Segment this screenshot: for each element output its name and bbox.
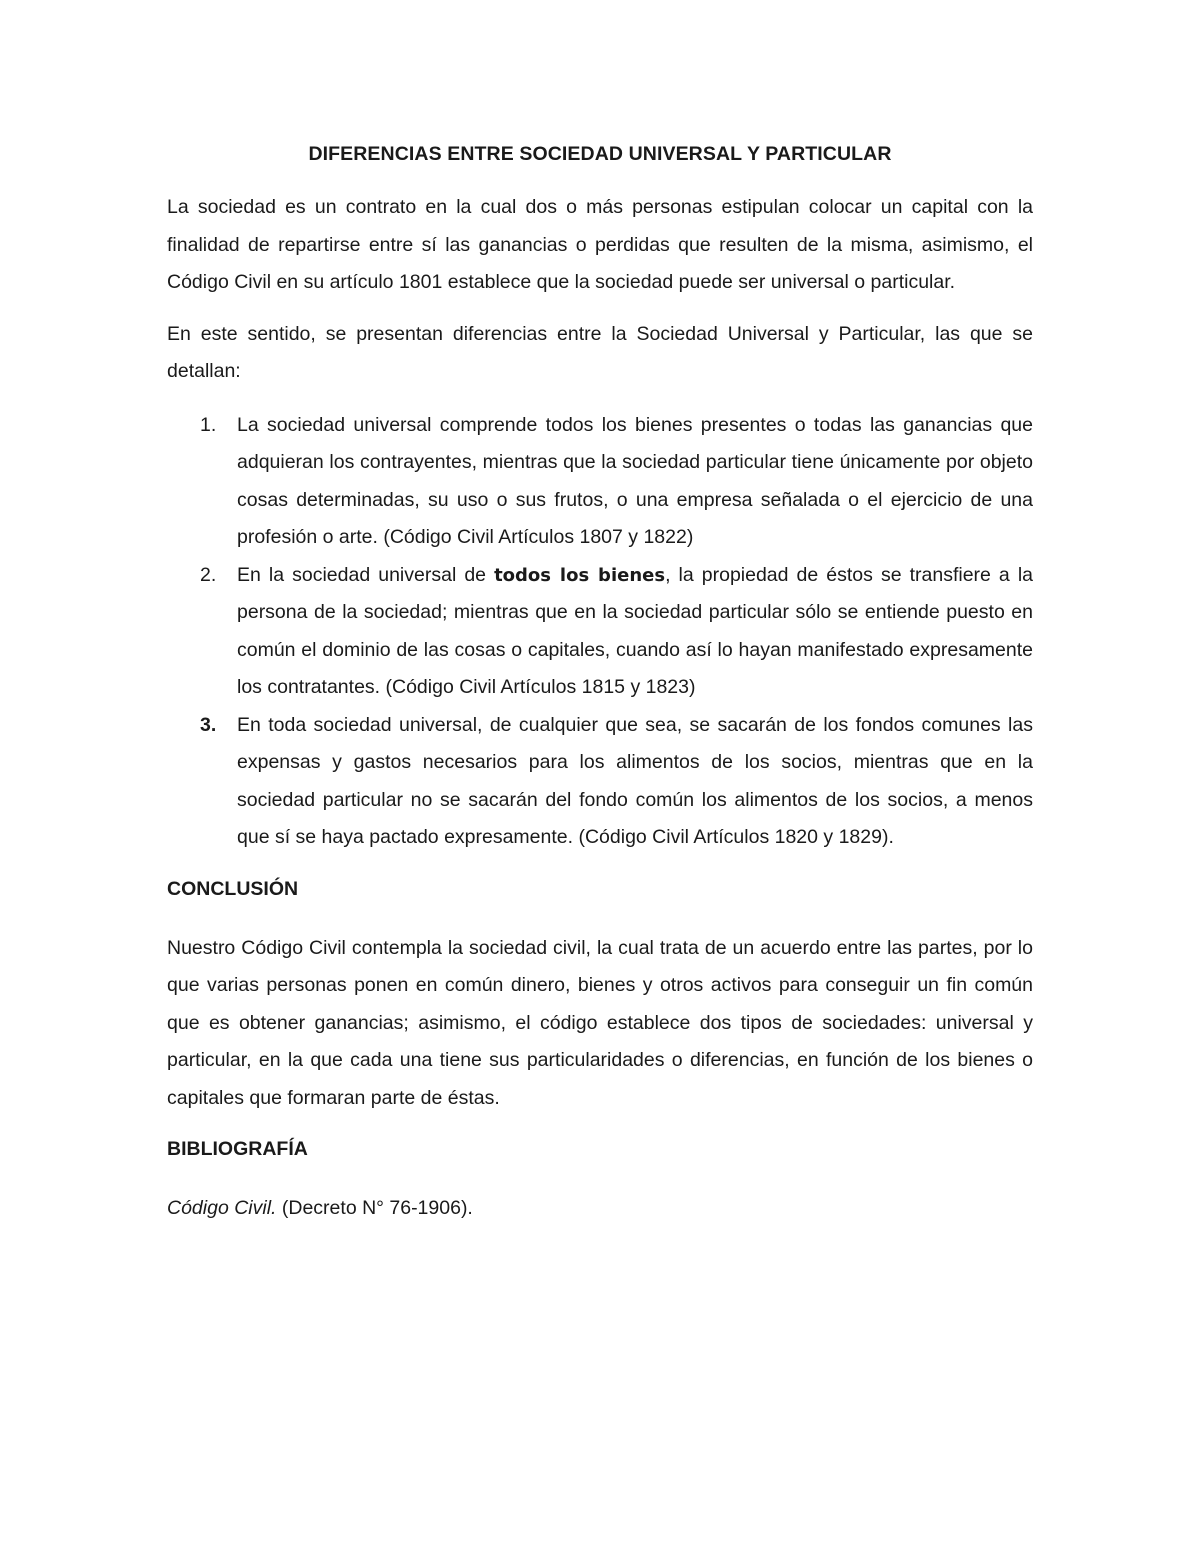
list-item-text-after: , la propiedad de éstos se transfiere a la persona de la sociedad; mientras que en la sociedad particular sólo se entiende puesto en común el dominio de las cosas o capitales, cuando así lo hayan manifestado expresamente los contratantes. (Código Civil Artículos 1815 y 1823) xyxy=(237,563,1033,698)
bibliography-source-detail: (Decreto N° 76-1906). xyxy=(276,1197,473,1219)
list-item-text: La sociedad universal comprende todos los bienes presentes o todas las ganancias que adquieran los contrayentes, mientras que la sociedad particular tiene únicamente por objeto cosas determinadas, su uso o sus frutos, o una empresa señalada o el ejercicio de una profesión o arte. (Código Civil Artículos 1807 y 1822) xyxy=(237,413,1033,548)
conclusion-paragraph: Nuestro Código Civil contempla la sociedad civil, la cual trata de un acuerdo entre las partes, por lo que varias personas ponen en común dinero, bienes y otros activos para conseguir un fin común que es obtener ganancias; asimismo, el código establece dos tipos de sociedades: universal y particular, en la que cada una tiene sus particularidades o diferencias, en función de los bienes o capitales que formaran parte de éstas. xyxy=(167,936,1033,1109)
bibliography-heading: BIBLIOGRAFÍA xyxy=(167,1138,308,1160)
list-item xyxy=(167,557,1033,707)
document-body xyxy=(167,140,1033,1228)
bibliography-entry xyxy=(167,1190,1033,1228)
document-title: DIFERENCIAS ENTRE SOCIEDAD UNIVERSAL Y PARTICULAR xyxy=(308,143,892,165)
differences-list xyxy=(167,407,1033,857)
list-item-number: 2. xyxy=(200,563,217,586)
list-item-text: En toda sociedad universal, de cualquier que sea, se sacarán de los fondos comunes las expensas y gastos necesarios para los alimentos de los socios, mientras que en la sociedad particular no se sacarán del fondo común los alimentos de los socios, a menos que sí se haya pactado expresamente. (Código Civil Artículos 1820 y 1829). xyxy=(237,713,1033,848)
bibliography-source-title: Código Civil. xyxy=(167,1197,277,1219)
list-item xyxy=(167,707,1033,857)
list-item-number: 1. xyxy=(200,413,217,436)
conclusion-heading: CONCLUSIÓN xyxy=(167,877,299,900)
list-item-number: 3. xyxy=(200,713,217,736)
list-item-text-before: En la sociedad universal de xyxy=(237,563,495,586)
intro-paragraph: La sociedad es un contrato en la cual dos o más personas estipulan colocar un capital con la finalidad de repartirse entre sí las ganancias o perdidas que resulten de la misma, asimismo, el Código Civil en su artículo 1801 establece que la sociedad puede ser universal o particular. xyxy=(167,196,1033,293)
list-item-bold-phrase: todos los bienes xyxy=(494,564,666,586)
intro-paragraph-second: En este sentido, se presentan diferencias entre la Sociedad Universal y Particular, las que se detallan: xyxy=(167,322,1033,382)
list-item xyxy=(167,407,1033,557)
